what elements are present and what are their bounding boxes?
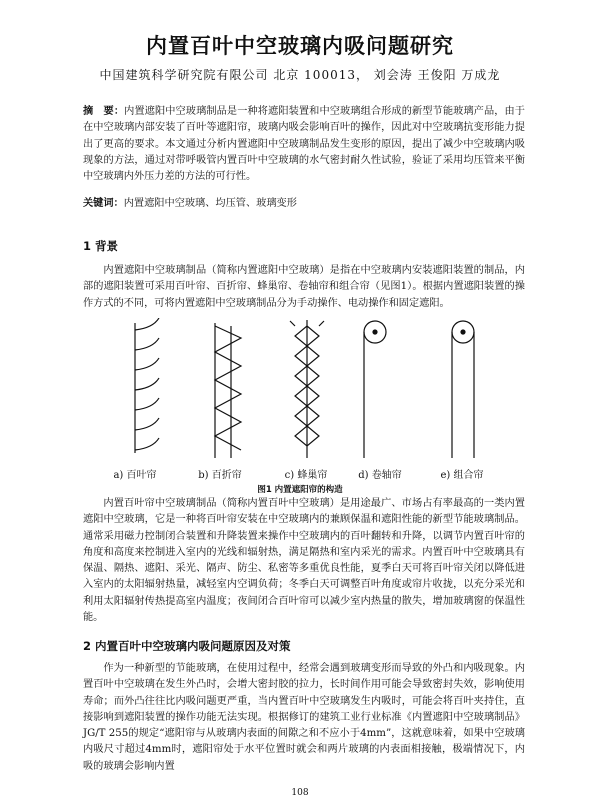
shading-figure (83, 318, 523, 468)
figure-label-c: c) 蜂巢帘 (284, 470, 328, 481)
figure-label-d: d) 卷轴帘 (358, 470, 402, 481)
figure-label-e: e) 组合帘 (440, 470, 484, 481)
section1-para2: 内置百叶帘中空玻璃制品（简称内置百叶中空玻璃）是用途最广、市场占有率最高的一类内置遮阳中空玻璃，它是一种将百叶帘安装在中空玻璃内的兼顾保温和遮阳性能的新型节能玻璃制品。通常采用磁力控制闭合装置和升降装置来操作中空玻璃内的百叶翻转和升降，以调节内置百叶帘的角度和高度来控制进入室内的光线和辐射热，满足隔热和室内采光的需求。内置百叶中空玻璃具有保温、隔热、遮阳、采光、隔声、防尘、私密等多重优良性能，夏季白天可将百叶帘关闭以降低进入室内的太阳辐射热量，减轻室内空调负荷；冬季白天可调整百叶角度或帘片收拢，以充分采光和利用太阳辐射传热提高室内温度；夜间闭合百叶帘可以减少室内热量的散失，增加玻璃窗的保温性能。 (83, 498, 525, 624)
section1-para1: 内置遮阳中空玻璃制品（简称内置遮阳中空玻璃）是指在中空玻璃内安装遮阳装置的制品，内部的遮阳装置可采用百叶帘、百折帘、蜂巢帘、卷轴帘和组合帘（见图1）。根据内置遮阳装置的操作方式的不同，可将内置遮阳中空玻璃制品分为手动操作、电动操作和固定遮阳。 (83, 265, 525, 309)
keywords-text: 内置遮阳中空玻璃、均压管、玻璃变形 (123, 198, 297, 209)
section1-heading: 1 背景 (83, 239, 119, 253)
abstract (83, 104, 525, 185)
section2-heading: 2 内置百叶中空玻璃内吸问题原因及对策 (83, 639, 291, 653)
page-number: 108 (291, 788, 309, 798)
roller-blind-diagram (364, 321, 386, 458)
section2-para1: 作为一种新型的节能玻璃，在使用过程中，经常会遇到玻璃变形而导致的外凸和内吸现象。内置百叶中空玻璃在发生外凸时，会增大密封胶的拉力，长时间作用可能会导致密封失效，影响使用寿命；而外凸往往比内吸问题更严重，当内置百叶中空玻璃发生内吸时，可能会将百叶夹持住，直接影响到遮阳装置的操作功能无法实现。根据修订的建筑工业行业标准《内置遮阳中空玻璃制品》JG/T 255的规定“遮阳帘与从玻璃内表面的间隙之和不应小于4mm”，这就意味着，如果中空玻璃内吸尺寸超过4mm时，遮阳帘处于水平位置时就会和两片玻璃的内表面相接触，极端情况下，内吸的玻璃会影响内置 (83, 663, 525, 772)
keywords-label: 关键词： (83, 198, 124, 209)
honeycomb-blind-diagram (290, 320, 324, 458)
abstract-text: 内置遮阳中空玻璃制品是一种将遮阳装置和中空玻璃组合形成的新型节能玻璃产品，由于在中空玻璃内部安装了百叶等遮阳帘，玻璃内吸会影响百叶的操作，因此对中空玻璃抗变形能力提出了更高的要求。本文通过分析内置遮阳中空玻璃制品发生变形的原因，提出了减少中空玻璃内吸现象的方法，通过对带呼吸管内置百叶中空玻璃的水气密封耐久性试验，验证了采用均压管来平衡中空玻璃内外压力差的方法的可行性。 (83, 106, 525, 183)
figure-label-b: b) 百折帘 (198, 470, 242, 481)
paper-title: 内置百叶中空玻璃内吸问题研究 (146, 34, 454, 58)
abstract-label: 摘 要： (83, 106, 125, 117)
venetian-blind-diagram (135, 318, 159, 453)
authors-line: 中国建筑科学研究院有限公司 北京 100013， 刘会涛 王俊阳 万成龙 (99, 68, 501, 82)
figure-label-a: a) 百叶帘 (113, 470, 157, 481)
figure-caption: 图1 内置遮阳帘的构造 (257, 485, 343, 495)
pleated-blind-diagram (215, 323, 241, 458)
combination-blind-diagram (452, 321, 474, 458)
keywords (83, 196, 525, 212)
